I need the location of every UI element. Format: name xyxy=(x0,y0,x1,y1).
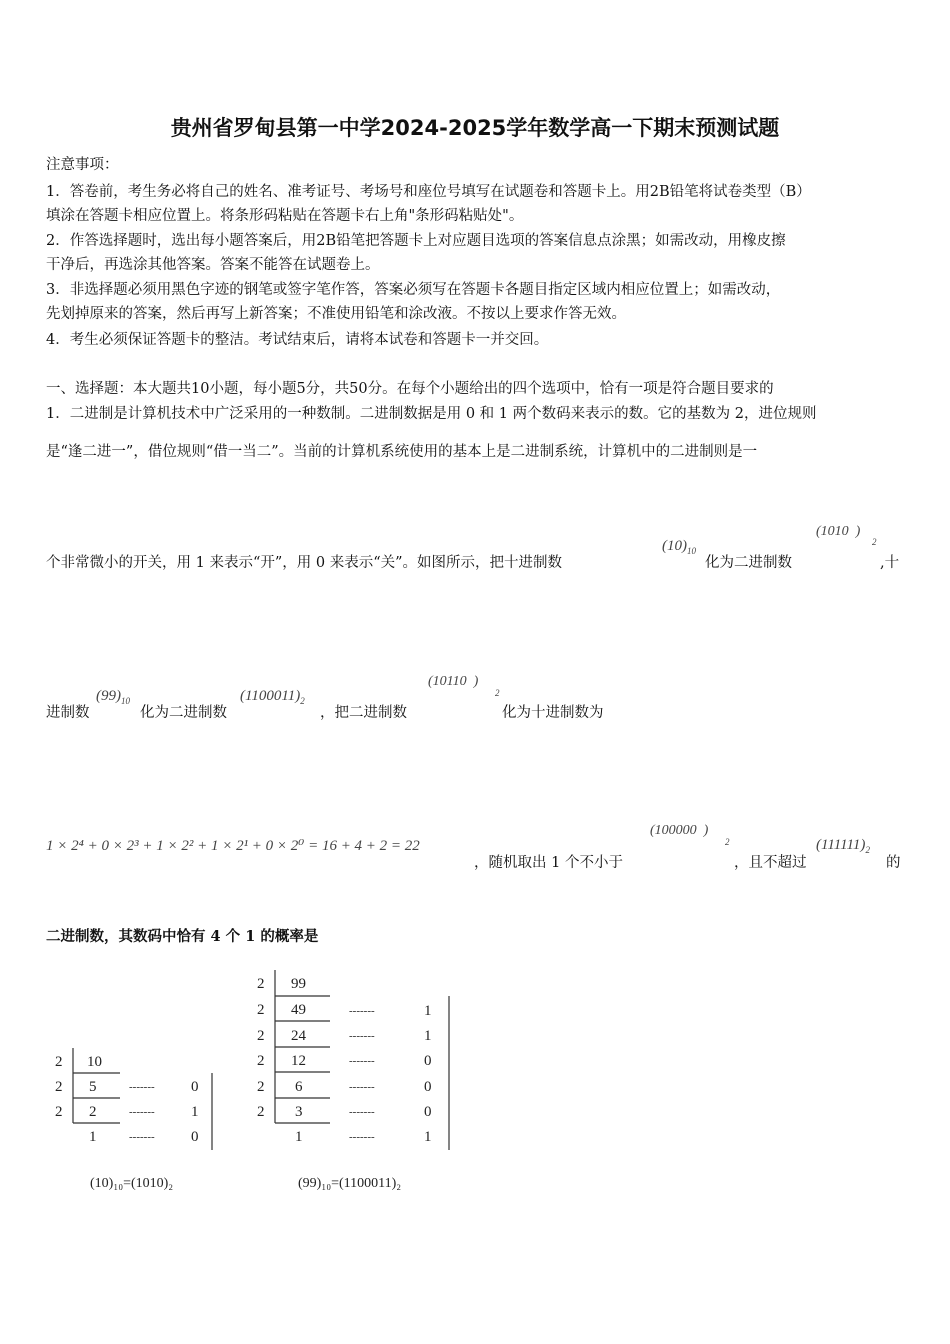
dash: ------- xyxy=(129,1131,155,1143)
notice-heading: 注意事项： xyxy=(46,157,119,173)
notice-line: 2．作答选择题时，选出每小题答案后，用2B铅笔把答题卡上对应题目选项的答案信息点涂黑；如需改动，用橡皮擦 xyxy=(46,233,786,249)
notice-line: 先划掉原来的答案，然后再写上新答案；不准使用铅笔和涂改液。不按以上要求作答无效。 xyxy=(46,306,626,322)
dash: ------- xyxy=(349,1131,375,1143)
divisor: 2 xyxy=(55,1104,63,1120)
notice-line: 4．考生必须保证答题卡的整洁。考试结束后，请将本试卷和答题卡一并交回。 xyxy=(46,332,549,348)
question-line: ，且不超过 xyxy=(734,855,807,871)
page-title: 贵州省罗甸县第一中学2024-2025学年数学高一下期末预测试题 xyxy=(170,116,780,140)
quotient: 12 xyxy=(291,1053,306,1069)
question-line: 化为十进制数为 xyxy=(502,705,604,721)
remainder: 0 xyxy=(424,1053,432,1069)
question-line: 个非常微小的开关，用 1 来表示“开”，用 0 来表示“关”。如图所示，把十进制数 xyxy=(46,555,563,571)
section-heading: 一、选择题：本大题共10小题，每小题5分，共50分。在每个小题给出的四个选项中，恰有一项是符合题目要求的 xyxy=(46,381,774,397)
divisor: 2 xyxy=(257,1053,265,1069)
question-line: 1．二进制是计算机技术中广泛采用的一种数制。二进制数据是用 0 和 1 两个数码来表示的数。它的基数为 2，进位规则 xyxy=(46,406,817,422)
remainder: 0 xyxy=(424,1079,432,1095)
notice-line: 干净后，再选涂其他答案。答案不能答在试题卷上。 xyxy=(46,257,380,273)
divisor: 2 xyxy=(257,976,265,992)
dash: ------- xyxy=(349,1106,375,1118)
divisor: 2 xyxy=(257,1028,265,1044)
quotient: 49 xyxy=(291,1002,306,1018)
quotient: 6 xyxy=(295,1079,303,1095)
quotient: 24 xyxy=(291,1028,306,1044)
math-binary-1100011: $(1100011)_2$ xyxy=(240,688,305,706)
dash: ------- xyxy=(129,1081,155,1093)
right-ladder xyxy=(257,970,449,1191)
math-subscript: 2 xyxy=(495,688,500,698)
math-binary-1010: (1010 ) xyxy=(816,524,861,539)
notice-line: 1．答卷前，考生务必将自己的姓名、准考证号、考场号和座位号填写在试题卷和答题卡上。用2B铅笔将试卷类型（B） xyxy=(46,184,811,200)
divisor: 2 xyxy=(257,1079,265,1095)
math-binary-10110: (10110 ) xyxy=(428,674,479,689)
question-line: 进制数 xyxy=(46,705,90,721)
quotient: 1 xyxy=(295,1129,303,1145)
figure-caption: (10)₁₀=(1010)₂ xyxy=(90,1176,174,1191)
remainder: 1 xyxy=(191,1104,199,1120)
divisor: 2 xyxy=(55,1079,63,1095)
dash: ------- xyxy=(129,1106,155,1118)
left-ladder xyxy=(55,1048,212,1191)
question-line: ，把二进制数 xyxy=(320,705,407,721)
quotient: 3 xyxy=(295,1104,303,1120)
quotient: 2 xyxy=(89,1104,97,1120)
remainder: 1 xyxy=(424,1028,432,1044)
dash: ------- xyxy=(349,1005,375,1017)
math-decimal-99: $(99)_{10}$ xyxy=(96,688,130,706)
divisor: 2 xyxy=(257,1002,265,1018)
question-line: 是“逢二进一”，借位规则“借一当二”。当前的计算机系统使用的基本上是二进制系统，计算机中的二进制则是一 xyxy=(46,444,758,460)
question-line: ,十 xyxy=(880,555,900,571)
divisor: 2 xyxy=(55,1054,63,1070)
notice-line: 3．非选择题必须用黑色字迹的钢笔或签字笔作答，答案必须写在答题卡各题目指定区域内相应位置上；如需改动， xyxy=(46,282,781,298)
dash: ------- xyxy=(349,1055,375,1067)
quotient: 10 xyxy=(87,1054,102,1070)
question-line: ，随机取出 1 个不小于 xyxy=(474,855,623,871)
remainder: 0 xyxy=(424,1104,432,1120)
quotient: 5 xyxy=(89,1079,97,1095)
math-decimal-10: $(10)_{10}$ xyxy=(662,538,696,556)
figure-caption: (99)₁₀=(1100011)₂ xyxy=(298,1176,402,1191)
question-line: 二进制数，其数码中恰有 4 个 1 的概率是 xyxy=(46,928,319,945)
notice-line: 填涂在答题卡相应位置上。将条形码粘贴在答题卡右上角"条形码粘贴处"。 xyxy=(46,208,524,224)
dash: ------- xyxy=(349,1030,375,1042)
remainder: 0 xyxy=(191,1079,199,1095)
math-subscript: 2 xyxy=(872,537,877,547)
math-subscript: 2 xyxy=(725,837,730,847)
math-binary-100000: (100000 ) xyxy=(650,823,709,838)
question-line: 的 xyxy=(886,855,901,871)
math-binary-111111: $(111111)_2$ xyxy=(816,837,870,855)
remainder: 0 xyxy=(191,1129,199,1145)
divisor: 2 xyxy=(257,1104,265,1120)
quotient: 99 xyxy=(291,976,306,992)
dash: ------- xyxy=(349,1081,375,1093)
quotient: 1 xyxy=(89,1129,97,1145)
math-formula: 1 × 2⁴ + 0 × 2³ + 1 × 2² + 1 × 2¹ + 0 × 2⁰ = 16 + 4 + 2 = 22 xyxy=(46,838,420,854)
division-figure xyxy=(40,960,470,1200)
question-line: 化为二进制数 xyxy=(705,555,792,571)
question-line: 化为二进制数 xyxy=(140,705,227,721)
remainder: 1 xyxy=(424,1129,432,1145)
remainder: 1 xyxy=(424,1003,432,1019)
